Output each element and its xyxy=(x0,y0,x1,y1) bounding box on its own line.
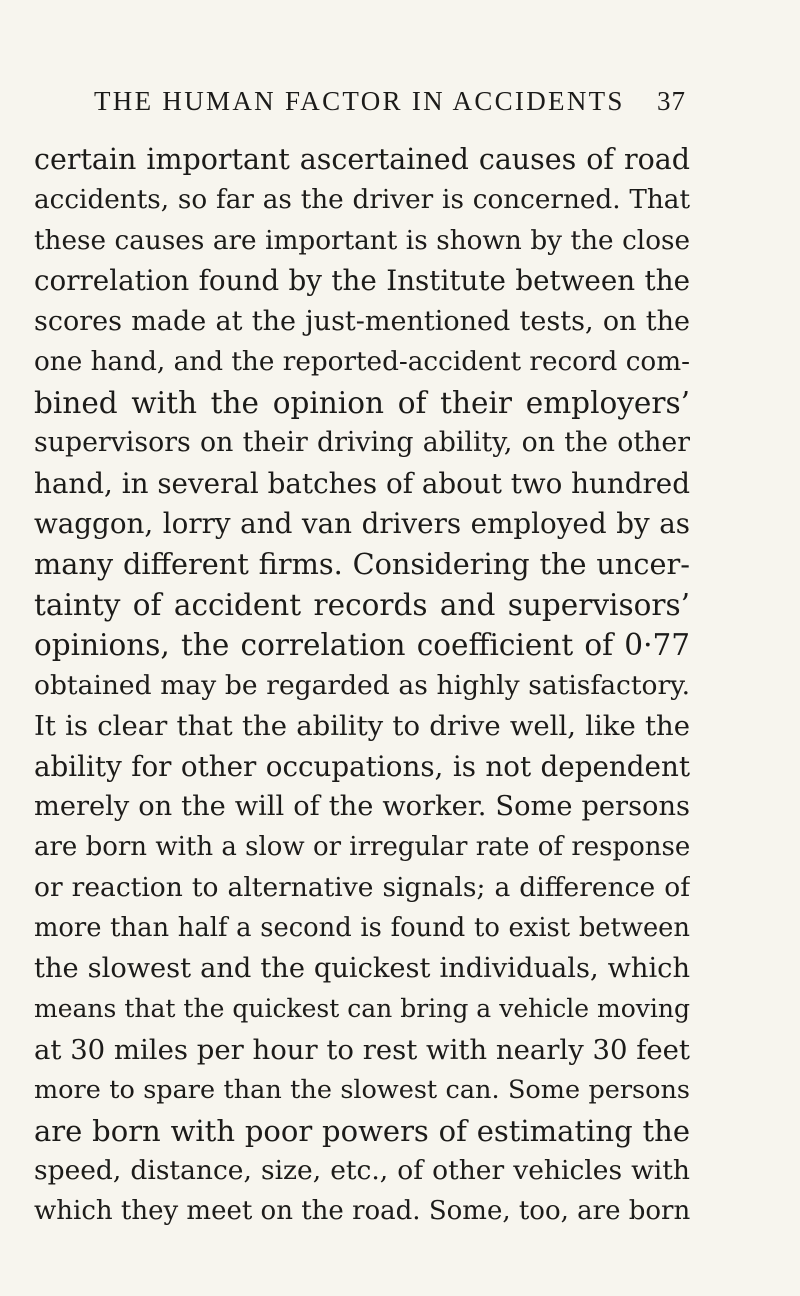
text-line: the slowest and the quickest individuals, which xyxy=(34,952,690,984)
text-line: bined with the opinion of their employers’ xyxy=(34,385,690,420)
text-line: accidents, so far as the driver is concerned. That xyxy=(34,185,690,216)
text-line: obtained may be regarded as highly satisfactory. xyxy=(34,669,690,701)
text-line: speed, distance, size, etc., of other vehicles with xyxy=(34,1154,690,1186)
page-number: 37 xyxy=(657,86,686,116)
text-line: are born with a slow or irregular rate of response xyxy=(34,832,690,863)
text-line: correlation found by the Institute between the xyxy=(34,264,690,298)
text-line: are born with poor powers of estimating the xyxy=(34,1113,690,1148)
text-line: It is clear that the ability to drive well, like the xyxy=(34,710,690,743)
text-line: these causes are important is shown by the close xyxy=(34,225,690,256)
text-line: one hand, and the reported-accident record com- xyxy=(34,347,690,378)
text-line: which they meet on the road. Some, too, are born xyxy=(34,1196,690,1227)
text-line: merely on the will of the worker. Some persons xyxy=(34,791,690,822)
text-line: many different firms. Considering the uncer- xyxy=(34,547,690,582)
text-line: hand, in several batches of about two hundred xyxy=(34,466,690,500)
text-line: supervisors on their driving ability, on the other xyxy=(34,427,690,459)
text-line: opinions, the correlation coefficient of 0·77 xyxy=(34,628,690,663)
text-line: scores made at the just-mentioned tests, on the xyxy=(34,305,690,337)
text-line: at 30 miles per hour to rest with nearly 30 feet xyxy=(34,1033,690,1066)
text-line: tainty of accident records and supervisors’ xyxy=(34,587,690,622)
text-line: waggon, lorry and van drivers employed by as xyxy=(34,506,690,540)
text-line: ability for other occupations, is not dependent xyxy=(34,749,690,783)
text-line: more than half a second is found to exist between xyxy=(34,913,690,944)
body-text xyxy=(34,140,690,1232)
running-head-title: THE HUMAN FACTOR IN ACCIDENTS xyxy=(94,86,625,116)
running-head xyxy=(94,86,686,122)
text-line: means that the quickest can bring a vehicle moving xyxy=(34,994,690,1024)
text-line: certain important ascertained causes of road xyxy=(34,143,690,176)
text-line: more to spare than the slowest can. Some persons xyxy=(34,1075,690,1106)
text-line: or reaction to alternative signals; a difference of xyxy=(34,871,690,903)
